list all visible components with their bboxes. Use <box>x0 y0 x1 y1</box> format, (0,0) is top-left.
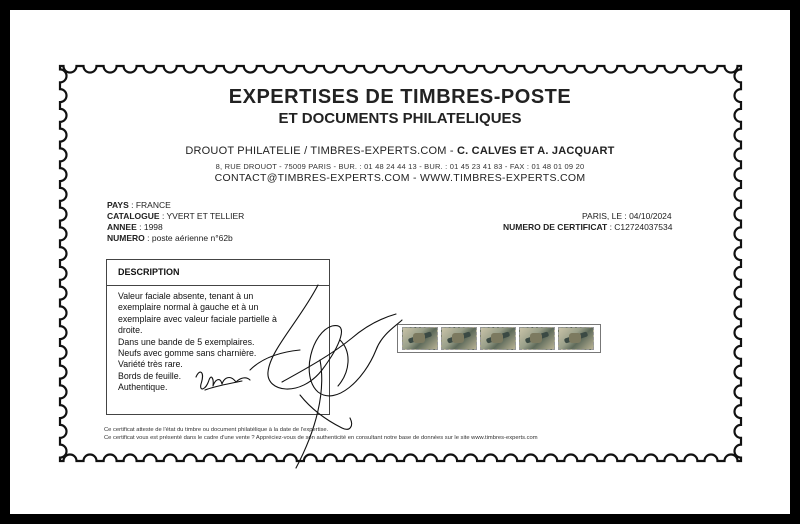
numero-label: NUMERO <box>107 233 145 243</box>
annee-label: ANNEE <box>107 222 137 232</box>
description-divider <box>107 285 329 286</box>
contact-line: CONTACT@TIMBRES-EXPERTS.COM - WWW.TIMBRES-EXPERTS.COM <box>214 172 586 184</box>
stamp <box>519 327 555 350</box>
catalogue-label: CATALOGUE <box>107 211 160 221</box>
company-line <box>0 145 800 157</box>
annee-field <box>107 222 163 232</box>
title-line-2: ET DOCUMENTS PHILATELIQUES <box>278 110 522 127</box>
pays-field <box>107 200 171 210</box>
description-line: droite. <box>118 325 143 336</box>
pays-label: PAYS <box>107 200 129 210</box>
stamp <box>441 327 477 350</box>
description-line: Variété très rare. <box>118 359 183 370</box>
company-experts: C. CALVES ET A. JACQUART <box>457 145 615 157</box>
address-line: 8, RUE DROUOT - 75009 PARIS - BUR. : 01 48 24 44 13 - BUR. : 01 45 23 41 83 - FAX : 01 48 01 09 20 <box>215 162 585 171</box>
description-line: Valeur faciale absente, tenant à un <box>118 291 254 301</box>
description-line: exemplaire avec valeur faciale partielle à <box>118 313 277 324</box>
company-prefix: DROUOT PHILATELIE / TIMBRES-EXPERTS.COM - <box>185 145 458 157</box>
certificate-number-label: NUMERO DE CERTIFICAT <box>503 222 608 232</box>
certificate-number-value: : C12724037534 <box>607 222 673 232</box>
description-box <box>106 259 330 415</box>
stamp <box>402 327 438 350</box>
numero-value: : poste aérienne n°62b <box>144 233 233 243</box>
description-line: exemplaire normal à gauche et à un <box>118 302 259 313</box>
description-line: Dans une bande de 5 exemplaires. <box>118 336 255 347</box>
annee-value: : 1998 <box>136 222 163 232</box>
catalogue-value: : YVERT ET TELLIER <box>159 211 245 221</box>
description-text <box>118 291 277 394</box>
description-line: Neufs avec gomme sans charnière. <box>118 348 257 359</box>
numero-field <box>107 233 233 243</box>
catalogue-field <box>107 211 244 221</box>
footer-line-2: Ce certificat vous est présenté dans le cadre d'une vente ? Appréciez-vous de son authenticité en consultant notre base de données sur le site www.timbres-experts.com <box>104 435 538 441</box>
description-line: Authentique. <box>118 382 168 393</box>
description-heading: DESCRIPTION <box>118 267 180 277</box>
place-date: PARIS, LE : 04/10/2024 <box>582 211 672 221</box>
stamp <box>558 327 594 350</box>
stamp <box>480 327 516 350</box>
pays-value: : FRANCE <box>128 200 171 210</box>
footer-line-1: Ce certificat atteste de l'état du timbre ou document philatélique à la date de l'expertise. <box>104 427 329 433</box>
certificate-number-field <box>503 222 672 232</box>
title-line-1: EXPERTISES DE TIMBRES-POSTE <box>228 86 572 108</box>
stamp-strip-image <box>397 324 601 353</box>
description-line: Bords de feuille. <box>118 370 182 381</box>
